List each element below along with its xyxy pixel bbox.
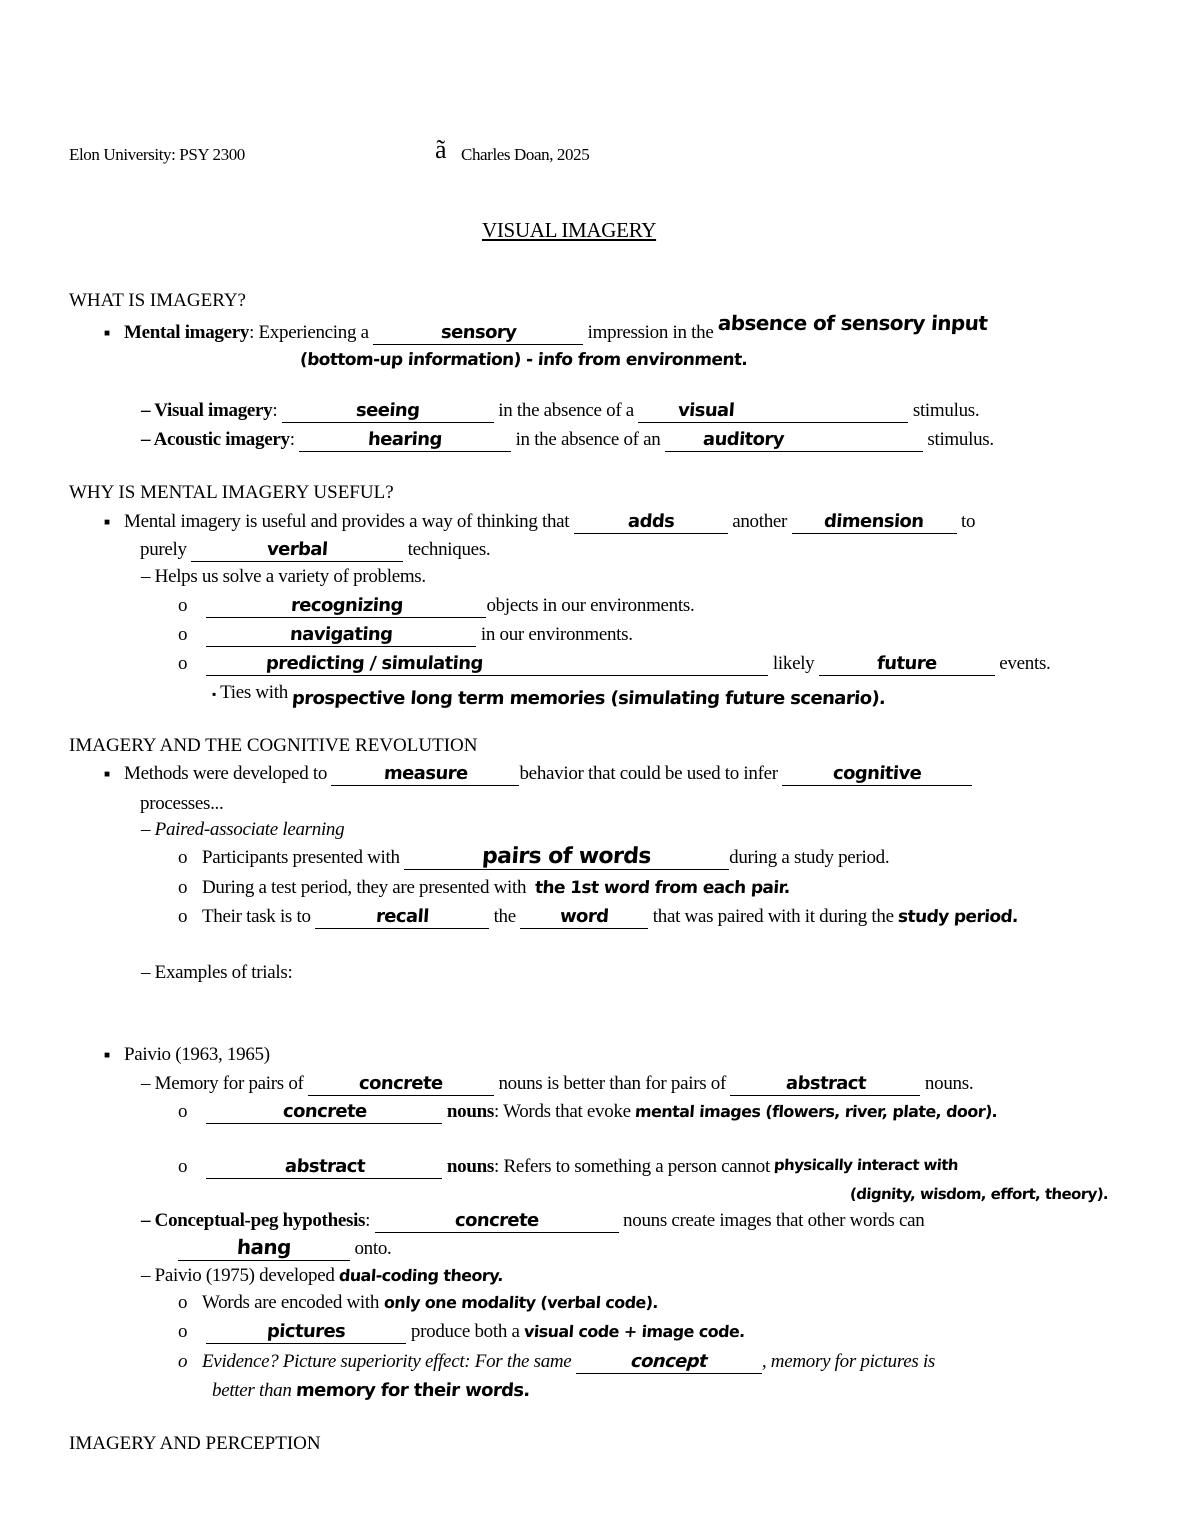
fill-blank: [178, 1236, 350, 1261]
fill-blank: [520, 906, 648, 929]
methods-line-2: processes...: [140, 793, 224, 814]
words-encoded-line: [178, 1291, 657, 1315]
fill-blank: [308, 1073, 494, 1096]
text: Methods were developed to: [124, 763, 328, 784]
term-mental-imagery: Mental imagery: [124, 322, 250, 343]
fill-blank: [375, 1210, 619, 1233]
text: :: [272, 400, 278, 421]
term-visual-imagery: – Visual imagery: [141, 400, 273, 421]
handwritten-answer: seeing: [355, 400, 421, 421]
handwritten-answer: the 1st word from each pair.: [533, 878, 791, 898]
square-bullet-icon: ■: [104, 327, 110, 339]
useful-line-2: [140, 538, 490, 562]
fill-blank: [206, 624, 476, 647]
text: purely: [140, 539, 187, 560]
text: Words are encoded with: [202, 1292, 380, 1313]
conceptual-peg-line: [141, 1209, 924, 1233]
circle-bullet-icon: o: [178, 1292, 188, 1313]
handwritten-answer: physically interact with: [773, 1156, 960, 1174]
handwritten-answer: auditory: [702, 429, 785, 450]
evidence-line-2: [212, 1379, 530, 1403]
paired-sub-2: [178, 876, 789, 900]
abstract-nouns-line: [178, 1155, 958, 1179]
handwritten-answer: visual code + image code.: [523, 1322, 746, 1341]
handwritten-answer: only one modality (verbal code).: [382, 1293, 659, 1312]
text: in the absence of an: [515, 429, 661, 450]
fill-blank: [404, 846, 729, 870]
text: during a study period.: [729, 847, 890, 868]
term-nouns: nouns: [446, 1156, 495, 1177]
handwritten-answer: navigating: [289, 624, 394, 645]
text: to: [960, 511, 976, 532]
fill-blank: [206, 1321, 406, 1344]
examples-label: – Examples of trials:: [141, 962, 293, 983]
circle-bullet-icon: o: [178, 1156, 188, 1177]
text: that was paired with it during the: [652, 906, 894, 927]
text: likely: [772, 653, 815, 674]
text: : Refers to something a person cannot: [494, 1156, 770, 1177]
circle-bullet-icon: o: [178, 595, 188, 616]
text: nouns create images that other words can: [623, 1210, 925, 1231]
copyright-glyph: ã: [435, 135, 447, 164]
handwritten-answer: recall: [375, 906, 430, 927]
small-bullet-icon: ▪: [212, 687, 216, 701]
handwritten-answer: adds: [626, 511, 675, 532]
fill-blank: [638, 400, 908, 423]
fill-blank: [665, 429, 923, 452]
text: stimulus.: [912, 400, 980, 421]
fill-blank: [819, 653, 995, 676]
paired-sub-1: [178, 846, 889, 870]
text: :: [365, 1210, 371, 1231]
handwritten-answer: pictures: [266, 1321, 347, 1342]
handwritten-answer: (dignity, wisdom, effort, theory).: [849, 1185, 1109, 1203]
useful-line-1: [104, 510, 975, 535]
handwritten-answer: hearing: [367, 429, 443, 450]
text: onto.: [354, 1238, 392, 1259]
paired-sub-3: [178, 905, 1018, 929]
fill-blank: [574, 511, 728, 534]
memory-pairs-line: [141, 1072, 973, 1096]
text: : Words that evoke: [494, 1101, 631, 1122]
mental-imagery-line: [104, 311, 989, 346]
text: Participants presented with: [202, 847, 400, 868]
section-heading-what-is-imagery: WHAT IS IMAGERY?: [69, 290, 246, 311]
handwritten-answer: (bottom-up information) - info from environment.: [299, 350, 749, 370]
handwritten-answer: predicting / simulating: [265, 653, 484, 674]
fill-blank: [191, 539, 403, 562]
text: During a test period, they are presented with: [202, 877, 527, 898]
text: impression in the: [587, 322, 714, 343]
fill-blank: [299, 429, 511, 452]
course-label: Elon University: PSY 2300: [69, 145, 245, 164]
circle-bullet-icon: o: [178, 906, 188, 927]
circle-bullet-icon: o: [178, 1101, 188, 1122]
fill-blank: [576, 1351, 762, 1374]
text: Paivio (1963, 1965): [124, 1044, 270, 1065]
circle-bullet-icon: o: [178, 624, 188, 645]
handwritten-answer: concrete: [281, 1101, 368, 1122]
section-heading-cognitive-revolution: IMAGERY AND THE COGNITIVE REVOLUTION: [69, 735, 478, 756]
visual-imagery-line: [141, 399, 979, 423]
text: stimulus.: [927, 429, 994, 450]
square-bullet-icon: ■: [104, 1049, 110, 1061]
text: , memory for pictures is: [761, 1351, 936, 1372]
concrete-nouns-line: [178, 1100, 998, 1124]
methods-line-1: [104, 762, 972, 787]
text: Mental imagery is useful and provides a way of thinking that: [124, 511, 570, 532]
handwritten-answer: memory for their words.: [295, 1380, 531, 1401]
handwritten-answer: absence of sensory input: [717, 311, 989, 335]
text: techniques.: [407, 539, 491, 560]
useful-sub-3: [178, 652, 1051, 676]
handwritten-answer: visual: [677, 400, 736, 421]
author-label: Charles Doan, 2025: [461, 145, 590, 164]
handwritten-answer: mental images (flowers, river, plate, door).: [634, 1102, 999, 1121]
useful-sub-2: [178, 623, 633, 647]
text: Ties with: [220, 682, 288, 703]
handwritten-answer: cognitive: [832, 763, 923, 784]
square-bullet-icon: ■: [104, 516, 110, 528]
pictures-line: [178, 1320, 745, 1344]
handwritten-answer: dimension: [823, 511, 925, 532]
text: Their task is to: [202, 906, 311, 927]
section-heading-why-useful: WHY IS MENTAL IMAGERY USEFUL?: [69, 482, 394, 503]
handwritten-answer: hang: [236, 1235, 292, 1259]
useful-sub-1: [178, 594, 694, 618]
text: behavior that could be used to infer: [519, 763, 778, 784]
text: in the absence of a: [498, 400, 634, 421]
fill-blank: [792, 511, 957, 534]
acoustic-imagery-line: [141, 428, 994, 452]
handwritten-answer: recognizing: [289, 595, 404, 616]
handwritten-answer: prospective long term memories (simulating future scenario).: [291, 688, 887, 709]
ties-line: [212, 681, 887, 709]
conceptual-peg-line-2: [178, 1236, 391, 1261]
handwritten-answer: concrete: [454, 1210, 540, 1231]
handwritten-answer: word: [559, 906, 610, 927]
fill-blank: [282, 400, 494, 423]
text: better than: [212, 1380, 292, 1401]
text: nouns.: [924, 1073, 974, 1094]
handwritten-answer: dual-coding theory.: [338, 1266, 504, 1285]
circle-bullet-icon: o: [178, 847, 188, 868]
circle-bullet-icon: o: [178, 1351, 188, 1372]
text: :: [289, 429, 295, 450]
fill-blank: [315, 906, 489, 929]
dual-coding-line: [141, 1264, 503, 1288]
handwritten-answer: study period.: [897, 907, 1019, 927]
fill-blank: [373, 322, 583, 345]
handwritten-answer: concrete: [358, 1073, 444, 1094]
text: the: [493, 906, 516, 927]
handwritten-answer: concept: [630, 1351, 708, 1372]
handwritten-answer: pairs of words: [481, 844, 652, 869]
paired-associate-label: – Paired-associate learning: [141, 819, 345, 840]
text: produce both a: [410, 1321, 520, 1342]
fill-blank: [331, 763, 519, 786]
handwritten-answer: measure: [383, 763, 469, 784]
useful-line-3: – Helps us solve a variety of problems.: [141, 566, 426, 587]
term-conceptual-peg: – Conceptual-peg hypothesis: [141, 1210, 366, 1231]
handwritten-answer: sensory: [439, 322, 517, 343]
text: – Memory for pairs of: [141, 1073, 304, 1094]
text: objects in our environments.: [486, 595, 695, 616]
circle-bullet-icon: o: [178, 1321, 188, 1342]
section-heading-imagery-perception: IMAGERY AND PERCEPTION: [69, 1433, 321, 1454]
square-bullet-icon: ■: [104, 768, 110, 780]
fill-blank: [206, 1101, 442, 1124]
term-acoustic-imagery: – Acoustic imagery: [141, 429, 290, 450]
fill-blank: [730, 1073, 920, 1096]
text: : Experiencing a: [249, 322, 369, 343]
mental-imagery-note: [300, 348, 747, 372]
text: events.: [999, 653, 1051, 674]
text: – Paivio (1975) developed: [141, 1265, 335, 1286]
text: nouns is better than for pairs of: [498, 1073, 727, 1094]
handwritten-answer: future: [876, 653, 938, 674]
fill-blank: [206, 595, 486, 618]
text: Evidence? Picture superiority effect: For the same: [202, 1351, 572, 1372]
page-title: VISUAL IMAGERY: [482, 218, 657, 242]
handwritten-answer: verbal: [266, 539, 329, 560]
fill-blank: [782, 763, 972, 786]
handwritten-answer: abstract: [283, 1156, 366, 1177]
fill-blank: [206, 1156, 442, 1179]
paivio-line: [104, 1043, 270, 1068]
text: another: [732, 511, 788, 532]
term-nouns: nouns: [446, 1101, 495, 1122]
evidence-line: [178, 1350, 935, 1374]
circle-bullet-icon: o: [178, 877, 188, 898]
text: in our environments.: [480, 624, 633, 645]
abstract-nouns-note: [850, 1182, 1108, 1206]
handwritten-answer: abstract: [784, 1073, 867, 1094]
circle-bullet-icon: o: [178, 653, 188, 674]
fill-blank: [206, 653, 768, 676]
